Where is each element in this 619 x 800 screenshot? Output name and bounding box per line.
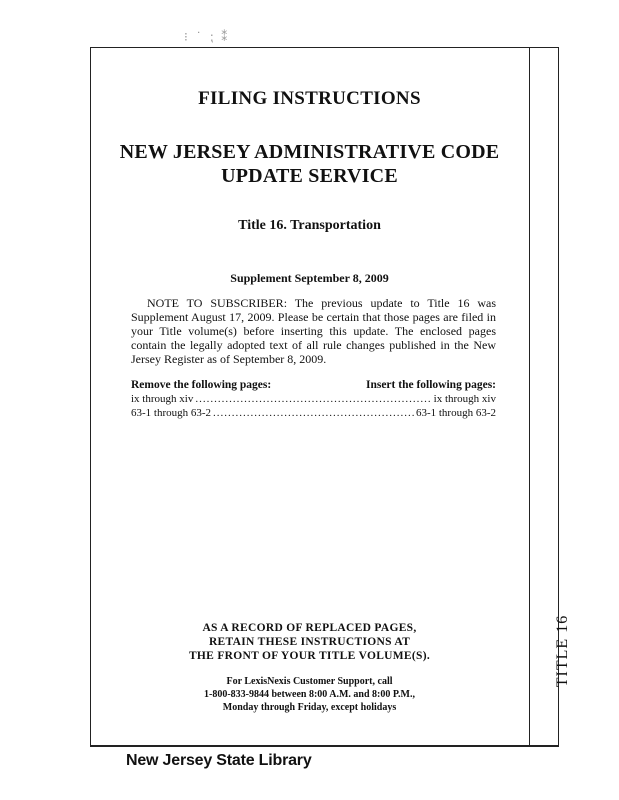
title-tab-label: TITLE 16: [554, 614, 571, 688]
page-row: [131, 393, 496, 405]
title-name: Title 16. Transportation: [238, 218, 381, 233]
dot-leader: [213, 407, 414, 419]
support-line1: For LexisNexis Customer Support, call: [226, 676, 393, 687]
record-line2: RETAIN THESE INSTRUCTIONS AT: [208, 636, 411, 648]
code-title-line2: UPDATE SERVICE: [221, 165, 398, 187]
filing-instructions-heading: FILING INSTRUCTIONS: [198, 88, 421, 109]
bottom-rule: [90, 745, 559, 747]
support-line3: Monday through Friday, except holidays: [222, 702, 397, 713]
customer-support-info: [90, 675, 529, 714]
note-to-subscriber: NOTE TO SUBSCRIBER: The previous update to Title 16 was Supplement August 17, 2009. Please be certain that those pages are filed in your Title volume(s) before inserting this update. The enclosed pages contain the legally adopted text of all rule changes published in the New Jersey Register as of September 8, 2009.: [131, 296, 496, 366]
remove-pages-value: 63-1 through 63-2: [131, 407, 212, 419]
supplement-date: Supplement September 8, 2009: [230, 271, 389, 285]
record-instructions: [90, 621, 529, 663]
code-title: [90, 140, 529, 188]
code-title-line1: NEW JERSEY ADMINISTRATIVE CODE: [119, 141, 500, 163]
remove-pages-value: ix through xiv: [131, 393, 194, 405]
insert-pages-header: Insert the following pages:: [365, 379, 496, 391]
insert-pages-value: ix through xiv: [433, 393, 496, 405]
remove-pages-header: Remove the following pages:: [131, 379, 272, 391]
page-row: [131, 407, 496, 419]
pages-table-header: [131, 379, 496, 391]
library-stamp: New Jersey State Library: [126, 752, 312, 769]
insert-pages-value: 63-1 through 63-2: [415, 407, 496, 419]
dot-leader: [195, 393, 431, 405]
support-line2: 1-800-833-9844 between 8:00 A.M. and 8:00 P.M.,: [203, 689, 415, 700]
record-line3: THE FRONT OF YOUR TITLE VOLUME(S).: [188, 650, 431, 662]
scan-artifact-mark: ⁝ ˙ ⁏ ⁑: [184, 30, 230, 44]
record-line1: AS A RECORD OF REPLACED PAGES,: [202, 622, 417, 634]
tab-divider-line: [529, 47, 530, 747]
